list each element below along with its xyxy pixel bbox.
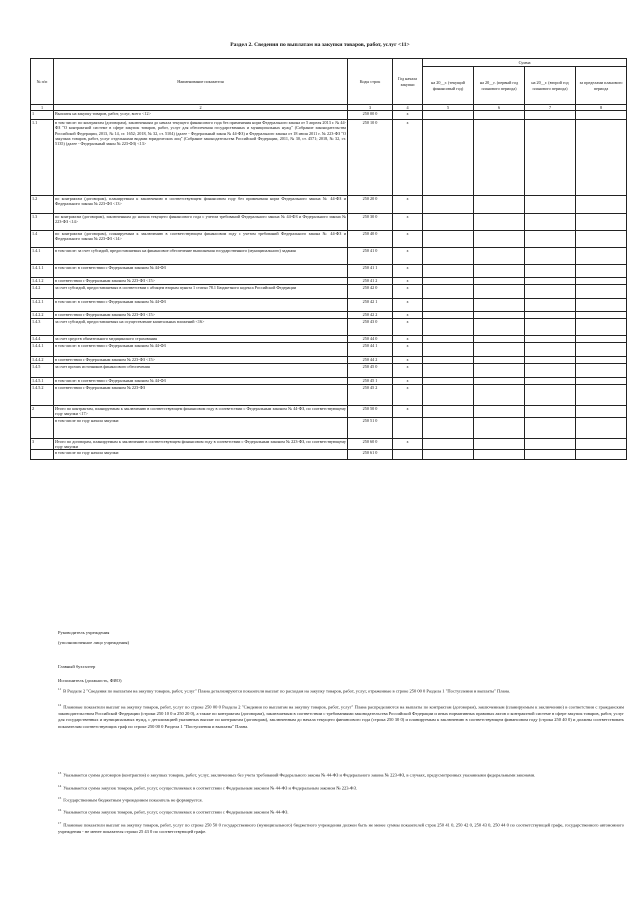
table-row (31, 285, 627, 299)
row-amount-cell[interactable] (423, 285, 474, 299)
col-index: 1 (31, 105, 54, 111)
row-amount-cell[interactable] (423, 196, 474, 214)
row-year: x (393, 120, 423, 196)
row-amount-cell[interactable] (423, 406, 474, 417)
table-row (31, 299, 627, 312)
row-number: 1.4.4.2 (31, 357, 54, 364)
row-amount-cell[interactable] (525, 196, 576, 214)
row-number: 1.4.2.1 (31, 299, 54, 312)
table-row (31, 196, 627, 214)
col-year1-header: на 20__г. (текущий финансовый год) (423, 67, 474, 105)
row-amount-cell[interactable] (525, 248, 576, 265)
table-row (31, 231, 627, 248)
row-amount-cell[interactable] (576, 214, 627, 231)
row-amount-cell[interactable] (474, 278, 525, 285)
row-amount-cell[interactable] (474, 214, 525, 231)
row-amount-cell[interactable] (576, 450, 627, 460)
row-amount-cell[interactable] (474, 196, 525, 214)
row-amount-cell[interactable] (474, 364, 525, 378)
col-index: 8 (576, 105, 627, 111)
row-number: 1.4.5.2 (31, 385, 54, 406)
table-body (31, 111, 627, 460)
row-code: 250 45 2 (348, 385, 393, 406)
table-row (31, 378, 627, 385)
row-amount-cell[interactable] (525, 265, 576, 278)
row-amount-cell[interactable] (576, 231, 627, 248)
table-row (31, 111, 627, 120)
table-row (31, 278, 627, 285)
row-amount-cell[interactable] (423, 336, 474, 343)
table-row (31, 248, 627, 265)
footnote-mark: 15 (58, 796, 62, 800)
row-amount-cell[interactable] (576, 248, 627, 265)
row-amount-cell[interactable] (525, 417, 576, 438)
footnote-text: Указывается сумма договоров (контрактов) о закупках товаров, работ, услуг, заключенных без учета требований Федерального закона № 44-ФЗ и Федерального закона № 223-ФЗ, в случаях, предусмотренных указанными федеральными законами. (63, 772, 536, 778)
row-number: 1.4 (31, 231, 54, 248)
row-amount-cell[interactable] (423, 385, 474, 406)
footnote-mark: 17 (58, 821, 62, 825)
row-number: 1.4.4.1 (31, 343, 54, 357)
row-amount-cell[interactable] (576, 278, 627, 285)
row-year: x (393, 278, 423, 285)
row-number: 3 (31, 438, 54, 449)
table-row (31, 265, 627, 278)
row-name: в том числе по году начала закупки: (54, 417, 348, 438)
row-code: 250 10 0 (348, 120, 393, 196)
row-amount-cell[interactable] (474, 357, 525, 364)
col-beyond-header: за пределами планового периода (576, 67, 627, 105)
row-amount-cell[interactable] (474, 231, 525, 248)
row-amount-cell[interactable] (474, 450, 525, 460)
footnote (58, 783, 624, 792)
row-name: в соответствии с Федеральным законом № 223-ФЗ <15> (54, 357, 348, 364)
row-name: за счет прочих источников финансового обеспечения (54, 364, 348, 378)
row-amount-cell[interactable] (576, 343, 627, 357)
row-amount-cell[interactable] (576, 417, 627, 438)
row-amount-cell[interactable] (525, 364, 576, 378)
row-number: 1.4.1.2 (31, 278, 54, 285)
row-code: 250 42 0 (348, 285, 393, 299)
row-year: x (393, 385, 423, 406)
row-amount-cell[interactable] (576, 111, 627, 120)
row-amount-cell[interactable] (474, 248, 525, 265)
col-num-header: № п/п (31, 59, 54, 105)
footnote (58, 702, 624, 730)
row-amount-cell[interactable] (525, 343, 576, 357)
table-row (31, 417, 627, 438)
row-amount-cell[interactable] (474, 417, 525, 438)
row-year: x (393, 299, 423, 312)
col-name-header: Наименование показателя (54, 59, 348, 105)
row-amount-cell[interactable] (576, 299, 627, 312)
row-amount-cell[interactable] (576, 120, 627, 196)
row-amount-cell[interactable] (423, 231, 474, 248)
row-amount-cell[interactable] (474, 285, 525, 299)
row-amount-cell[interactable] (423, 120, 474, 196)
row-code: 250 41 0 (348, 248, 393, 265)
row-amount-cell[interactable] (525, 438, 576, 449)
row-name: в том числе: в соответствии с Федеральным законом № 44-ФЗ (54, 265, 348, 278)
row-number: 1.4.1 (31, 248, 54, 265)
row-name: за счет средств обязательного медицинского страхования (54, 336, 348, 343)
row-number: 1.4.1.1 (31, 265, 54, 278)
row-code: 250 30 0 (348, 214, 393, 231)
row-code: 250 42 2 (348, 312, 393, 319)
row-amount-cell[interactable] (525, 385, 576, 406)
table-row (31, 438, 627, 449)
footnote-mark: 14 (58, 784, 62, 788)
row-amount-cell[interactable] (576, 285, 627, 299)
row-amount-cell[interactable] (423, 438, 474, 449)
row-year: x (393, 196, 423, 214)
row-code: 250 00 0 (348, 111, 393, 120)
row-name: в том числе: в соответствии с Федеральным законом № 44-ФЗ (54, 343, 348, 357)
row-amount-cell[interactable] (525, 278, 576, 285)
row-number: 1.4.3 (31, 319, 54, 336)
table-row (31, 406, 627, 417)
row-amount-cell[interactable] (423, 417, 474, 438)
col-index: 5 (423, 105, 474, 111)
row-year: x (393, 231, 423, 248)
footnote (58, 807, 624, 816)
row-number: 1.2 (31, 196, 54, 214)
row-amount-cell[interactable] (474, 406, 525, 417)
table-row (31, 120, 627, 196)
row-year: x (393, 312, 423, 319)
row-amount-cell[interactable] (525, 120, 576, 196)
row-year: x (393, 364, 423, 378)
row-code: 250 44 2 (348, 357, 393, 364)
footnote-text: Плановые показатели выплат на закупку товаров, работ, услуг по строке 250 50 0 государственного (муниципального) бюджетного учреждения должен быть не менее суммы показателей строк 250 41 0, 250 42 0, 250 43 0, 250 44 0 по соответствующей графе, государственного автономного учреждения - не менее показателя строки 25 43 0 по соответствующей графе. (58, 822, 624, 834)
row-amount-cell[interactable] (474, 336, 525, 343)
row-amount-cell[interactable] (474, 438, 525, 449)
row-year: x (393, 111, 423, 120)
row-amount-cell[interactable] (576, 438, 627, 449)
row-year (393, 450, 423, 460)
row-year: x (393, 285, 423, 299)
col-index: 3 (348, 105, 393, 111)
footnote-text: Указывается сумма закупок товаров, работ, услуг, осуществляемых в соответствии с Федеральным законом № 44-ФЗ и Федеральным законом № 223-ФЗ. (63, 785, 357, 791)
row-name: в том числе: по контрактам (договорам), заключенным до начала текущего финансового года без применения норм Федерального закона от 5 апреля 2013 г. № 44-ФЗ "О контрактной системе в сфере закупок товаров, работ, услуг для обеспечения государственных и муниципальных нужд" (Собрание законодательства Российской Федерации, 2013, № 14, ст. 1652; 2018, № 32, ст. 5104) (далее - Федеральный закон № 44-ФЗ) и Федерального закона от 18 июля 2011 г. № 223-ФЗ "О закупках товаров, работ, услуг отдельными видами юридических лиц" (Собрание законодательства Российской Федерации, 2011, № 30, ст. 4571; 2018, № 32, ст. 5135) (далее - Федеральный закон № 223-ФЗ) <13> (54, 120, 348, 196)
row-code: 250 61 0 (348, 450, 393, 460)
row-amount-cell[interactable] (423, 265, 474, 278)
row-number: 1.4.5.1 (31, 378, 54, 385)
row-name: Выплаты на закупку товаров, работ, услуг, всего <12> (54, 111, 348, 120)
footnote (58, 686, 624, 695)
row-amount-cell[interactable] (474, 312, 525, 319)
executor-signature-label: Исполнитель (должность, ФИО) (58, 678, 122, 683)
row-year: x (393, 438, 423, 449)
row-amount-cell[interactable] (474, 299, 525, 312)
col-year2-header: на 20__г. (первый год планового периода) (474, 67, 525, 105)
row-amount-cell[interactable] (525, 336, 576, 343)
row-amount-cell[interactable] (423, 343, 474, 357)
table-row (31, 450, 627, 460)
row-number: 1.4.2 (31, 285, 54, 299)
head-signature-label: Руководитель учреждения (58, 630, 110, 635)
row-amount-cell[interactable] (423, 378, 474, 385)
row-name: в том числе по году начала закупки: (54, 450, 348, 460)
row-amount-cell[interactable] (525, 111, 576, 120)
footnote-text: В Разделе 2 "Сведения по выплатам на закупку товаров, работ, услуг" Плана детализируются показатели выплат по расходам на закупку товаров, работ, услуг, отраженные в строке 250 00 0 Раздела 1 "Поступления и выплаты" Плана. (63, 688, 511, 694)
col-sum-header: Сумма (423, 59, 627, 67)
row-year: x (393, 343, 423, 357)
row-code: 250 41 2 (348, 278, 393, 285)
head-signature-sublabel: (уполномоченное лицо учреждения) (58, 640, 130, 645)
row-amount-cell[interactable] (525, 231, 576, 248)
row-year: x (393, 214, 423, 231)
footnote (58, 795, 624, 804)
row-amount-cell[interactable] (576, 319, 627, 336)
footnote (58, 820, 624, 835)
col-index: 6 (474, 105, 525, 111)
table-row (31, 312, 627, 319)
row-name: по контрактам (договорам), планируемым к заключению в соответствующем финансовом году с учетом требований Федерального закона № 44-ФЗ и Федерального закона № 223-ФЗ <14> (54, 231, 348, 248)
row-name: по контрактам (договорам), планируемым к заключению в соответствующем финансовом году без применения норм Федерального закона № 44-ФЗ и Федерального закона № 223-ФЗ <13> (54, 196, 348, 214)
row-amount-cell[interactable] (474, 265, 525, 278)
row-code: 250 60 0 (348, 438, 393, 449)
row-name: в соответствии с Федеральным законом № 223-ФЗ <15> (54, 312, 348, 319)
col-year3-header: на 20__г. (второй год планового периода) (525, 67, 576, 105)
footnote-text: Плановые показатели выплат на закупку товаров, работ, услуг по строке 250 00 0 Раздела 2 "Сведения по выплатам на закупку товаров, работ, услуг" Плана распределяются на выплаты по контрактам (договорам), заключенным (планируемым к заключению) в соответствии с гражданским законодательством Российской Федерации (строки 250 10 0 и 250 20 0), а также по контрактам (договорам), заключаемым в соответствии с требованиями законодательства Российской Федерации и иных нормативных правовых актов о контрактной системе в сфере закупок товаров, работ, услуг для государственных и муниципальных нужд, с детализацией указанных выплат по контрактам (договорам), заключенным до начала текущего финансового года (строка 250 30 0) и планируемым к заключению в соответствующем финансовом году (строка 250 40 0) и должны соответствовать показателям соответствующих граф по строке 250 00 0 Раздела 1 "Поступления и выплаты" Плана. (58, 704, 624, 729)
footnote-mark: 11 (58, 687, 62, 691)
row-year: x (393, 336, 423, 343)
row-amount-cell[interactable] (576, 357, 627, 364)
row-amount-cell[interactable] (525, 450, 576, 460)
row-number: 1 (31, 111, 54, 120)
row-code: 250 20 0 (348, 196, 393, 214)
row-amount-cell[interactable] (576, 265, 627, 278)
table-row (31, 385, 627, 406)
row-amount-cell[interactable] (474, 111, 525, 120)
col-index: 4 (393, 105, 423, 111)
row-amount-cell[interactable] (474, 378, 525, 385)
row-code: 250 44 0 (348, 336, 393, 343)
row-number: 1.1 (31, 120, 54, 196)
row-amount-cell[interactable] (576, 336, 627, 343)
row-amount-cell[interactable] (525, 312, 576, 319)
row-amount-cell[interactable] (576, 385, 627, 406)
row-year: x (393, 357, 423, 364)
row-year: x (393, 406, 423, 417)
table-row (31, 357, 627, 364)
row-number: 1.3 (31, 214, 54, 231)
row-amount-cell[interactable] (576, 406, 627, 417)
row-amount-cell[interactable] (576, 378, 627, 385)
col-index: 7 (525, 105, 576, 111)
row-amount-cell[interactable] (423, 111, 474, 120)
row-code: 250 45 1 (348, 378, 393, 385)
row-amount-cell[interactable] (474, 343, 525, 357)
col-year-header: Год начала закупки (393, 59, 423, 105)
footnote (58, 770, 624, 779)
row-number: 2 (31, 406, 54, 417)
table-row (31, 364, 627, 378)
row-amount-cell[interactable] (423, 364, 474, 378)
table-row (31, 343, 627, 357)
row-name: в том числе: в соответствии с Федеральным законом № 44-ФЗ (54, 299, 348, 312)
row-amount-cell[interactable] (525, 285, 576, 299)
row-amount-cell[interactable] (423, 248, 474, 265)
row-number (31, 450, 54, 460)
row-number: 1.4.4 (31, 336, 54, 343)
row-amount-cell[interactable] (474, 120, 525, 196)
row-code: 250 41 1 (348, 265, 393, 278)
table-row (31, 319, 627, 336)
row-amount-cell[interactable] (525, 319, 576, 336)
procurement-table (30, 58, 627, 460)
row-code: 250 40 0 (348, 231, 393, 248)
footnote-text: Указывается сумма закупок товаров, работ, услуг, осуществляемых в соответствии с Федеральным законом № 44-ФЗ. (63, 809, 289, 815)
row-amount-cell[interactable] (576, 364, 627, 378)
table-row (31, 214, 627, 231)
row-amount-cell[interactable] (576, 196, 627, 214)
row-code: 250 44 1 (348, 343, 393, 357)
footnote-mark: 12 (58, 703, 62, 707)
row-name: за счет субсидий, предоставляемых на осуществление капитальных вложений <16> (54, 319, 348, 336)
row-name: в том числе: в соответствии с Федеральным законом № 44-ФЗ (54, 378, 348, 385)
row-name: за счет субсидий, предоставляемых в соответствии с абзацем вторым пункта 1 статьи 78.1 Бюджетного кодекса Российской Федерации (54, 285, 348, 299)
row-amount-cell[interactable] (525, 299, 576, 312)
row-year: x (393, 378, 423, 385)
row-amount-cell[interactable] (423, 278, 474, 285)
row-amount-cell[interactable] (423, 299, 474, 312)
table-row (31, 336, 627, 343)
footnote-mark: 13 (58, 771, 62, 775)
row-name: в том числе: за счет субсидий, предоставляемых на финансовое обеспечение выполнения государственного (муниципального) задания (54, 248, 348, 265)
row-amount-cell[interactable] (525, 214, 576, 231)
row-number: 1.4.5 (31, 364, 54, 378)
row-amount-cell[interactable] (576, 312, 627, 319)
row-name: Итого по договорам, планируемым к заключению в соответствующем финансовом году в соответствии с Федеральным законом № 223-ФЗ, по соответствующему году закупки (55, 438, 346, 449)
row-amount-cell[interactable] (525, 406, 576, 417)
row-amount-cell[interactable] (474, 385, 525, 406)
row-amount-cell[interactable] (423, 450, 474, 460)
row-name: Итого по контрактам, планируемым к заключению в соответствующем финансовом году в соответствии с Федеральным законом № 44-ФЗ, по соответствующему году закупки <17> (55, 406, 346, 417)
row-year (393, 417, 423, 438)
row-year: x (393, 248, 423, 265)
row-number (31, 417, 54, 438)
row-amount-cell[interactable] (423, 319, 474, 336)
col-code-header: Коды строк (348, 59, 393, 105)
section-title: Раздел 2. Сведения по выплатам на закупки товаров, работ, услуг <11> (230, 42, 410, 48)
row-code: 250 45 0 (348, 364, 393, 378)
row-name: по контрактам (договорам), заключенным до начала текущего финансового года с учетом требований Федерального закона № 44-ФЗ и Федерального закона № 223-ФЗ <14> (54, 214, 348, 231)
row-number: 1.4.2.2 (31, 312, 54, 319)
row-amount-cell[interactable] (423, 357, 474, 364)
row-year: x (393, 319, 423, 336)
col-index: 2 (54, 105, 348, 111)
row-amount-cell[interactable] (423, 214, 474, 231)
row-amount-cell[interactable] (525, 378, 576, 385)
row-amount-cell[interactable] (423, 312, 474, 319)
footnote-mark: 16 (58, 808, 62, 812)
row-amount-cell[interactable] (525, 357, 576, 364)
row-code: 250 50 0 (348, 406, 393, 417)
row-year: x (393, 265, 423, 278)
row-code: 250 43 0 (348, 319, 393, 336)
row-name: в соответствии с Федеральным законом № 223-ФЗ <15> (54, 278, 348, 285)
accountant-signature-label: Главный бухгалтер (58, 664, 96, 669)
row-amount-cell[interactable] (474, 319, 525, 336)
row-code: 250 42 1 (348, 299, 393, 312)
row-name: в соответствии с Федеральным законом № 223-ФЗ (54, 385, 348, 406)
row-code: 250 51 0 (348, 417, 393, 438)
footnote-text: Государственным бюджетным учреждением показатель не формируется. (63, 797, 203, 803)
